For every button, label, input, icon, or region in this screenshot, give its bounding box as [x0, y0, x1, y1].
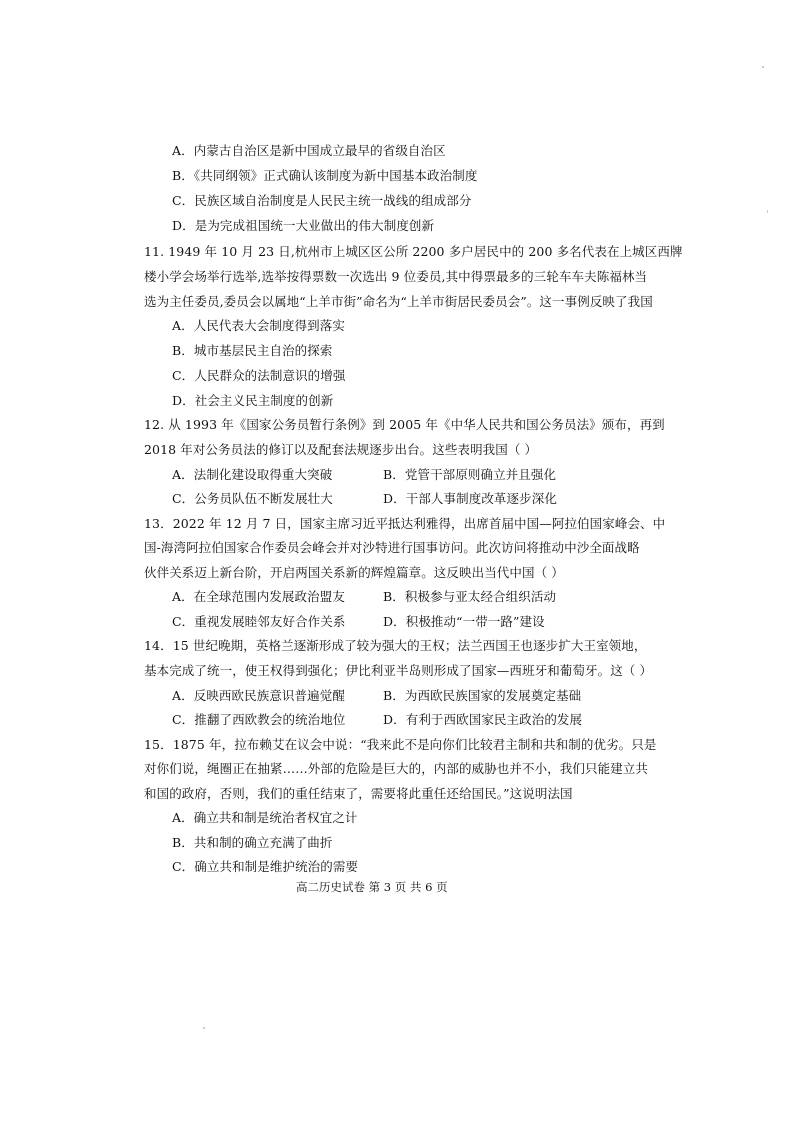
q13-option-c: C．重视发展睦邻友好合作关系	[172, 614, 346, 629]
q14-stem-line: 14．15 世纪晚期，英格兰逐渐形成了较为强大的王权；法兰西国王也逐步扩大王室领地，	[144, 638, 647, 653]
q14-option-c: C．推翻了西欧教会的统治地位	[172, 712, 346, 727]
q15-option-c: C．确立共和制是维护统治的需要	[172, 859, 359, 874]
q11-stem-line: 11. 1949 年 10 月 23 日,杭州市上城区区公所 2200 多户居民中的 200 多名代表在上城区西牌	[144, 244, 683, 259]
q14-stem-line: 基本完成了统一，使王权得到强化；伊比利亚半岛则形成了国家—西班牙和葡萄牙。这（ ）	[144, 663, 653, 678]
q10-option-b: B．《共同纲领》正式确认该制度为新中国基本政治制度	[172, 168, 478, 183]
q12-stem-line: 12. 从 1993 年《国家公务员暂行条例》到 2005 年《中华人民共和国公务员法》颁布，再到	[144, 417, 665, 432]
scan-speck	[767, 210, 768, 213]
q13-stem-line: 伙伴关系迈上新台阶，开启两国关系新的辉煌篇章。这反映出当代中国（ ）	[144, 565, 564, 580]
q15-stem-line: 和国的政府，否则，我们的重任结束了，需要将此重任还给国民。”这说明法国	[144, 786, 573, 801]
q13-stem-line: 国-海湾阿拉伯国家合作委员会峰会并对沙特进行国事访问。此次访问将推动中沙全面战略	[144, 540, 640, 555]
page-footer: 高二历史试卷 第 3 页 共 6 页	[296, 880, 448, 894]
q13-option-b: B．积极参与亚太经合组织活动	[383, 589, 557, 604]
q11-stem-line: 楼小学会场举行选举,选举按得票数一次选出 9 位委员,其中得票最多的三轮车车夫陈福林当	[144, 269, 648, 284]
q13-option-d: D．积极推动“一带一路”建设	[383, 614, 545, 629]
q15-option-b: B．共和制的确立充满了曲折	[172, 835, 333, 850]
q14-option-a: A．反映西欧民族意识普遍觉醒	[172, 688, 345, 703]
q11-option-c: C．人民群众的法制意识的增强	[172, 368, 346, 383]
q11-stem-line: 选为主任委员,委员会以属地“上羊市街”命名为“上羊市街居民委员会”。这一事例反映了我国	[144, 294, 653, 309]
q10-option-c: C．民族区域自治制度是人民民主统一战线的组成部分	[172, 193, 472, 208]
q10-option-d: D．是为完成祖国统一大业做出的伟大制度创新	[172, 218, 435, 233]
q12-option-a: A．法制化建设取得重大突破	[172, 467, 333, 482]
q15-stem-line: 15．1875 年，拉布赖艾在议会中说：“我来此不是向你们比较君主制和共和制的优劣。只是	[144, 737, 657, 752]
q15-stem-line: 对你们说，绳圈正在抽紧……外部的危险是巨大的，内部的威胁也并不小，我们只能建立共	[144, 761, 649, 776]
q10-option-a: A．内蒙古自治区是新中国成立最早的省级自治区	[172, 143, 446, 158]
q12-stem-line: 2018 年对公务员法的修订以及配套法规逐步出台。这些表明我国（ ）	[144, 442, 538, 457]
q14-option-d: D．有利于西欧国家民主政治的发展	[383, 712, 583, 727]
scan-speck	[762, 66, 764, 68]
scan-speck	[203, 1027, 205, 1029]
q12-option-b: B．党管干部原则确立并且强化	[383, 467, 557, 482]
q12-option-c: C．公务员队伍不断发展壮大	[172, 491, 333, 506]
q14-option-b: B．为西欧民族国家的发展奠定基础	[383, 688, 582, 703]
q12-option-d: D．干部人事制度改革逐步深化	[383, 491, 557, 506]
q11-option-b: B．城市基层民主自治的探索	[172, 343, 333, 358]
q11-option-a: A．人民代表大会制度得到落实	[172, 318, 345, 333]
q15-option-a: A．确立共和制是统治者权宜之计	[172, 810, 358, 825]
q13-stem-line: 13．2022 年 12 月 7 日，国家主席习近平抵达利雅得，出席首届中国—阿拉伯国家峰会、中	[144, 516, 666, 531]
q11-option-d: D．社会主义民主制度的创新	[172, 393, 334, 408]
q13-option-a: A．在全球范围内发展政治盟友	[172, 589, 345, 604]
